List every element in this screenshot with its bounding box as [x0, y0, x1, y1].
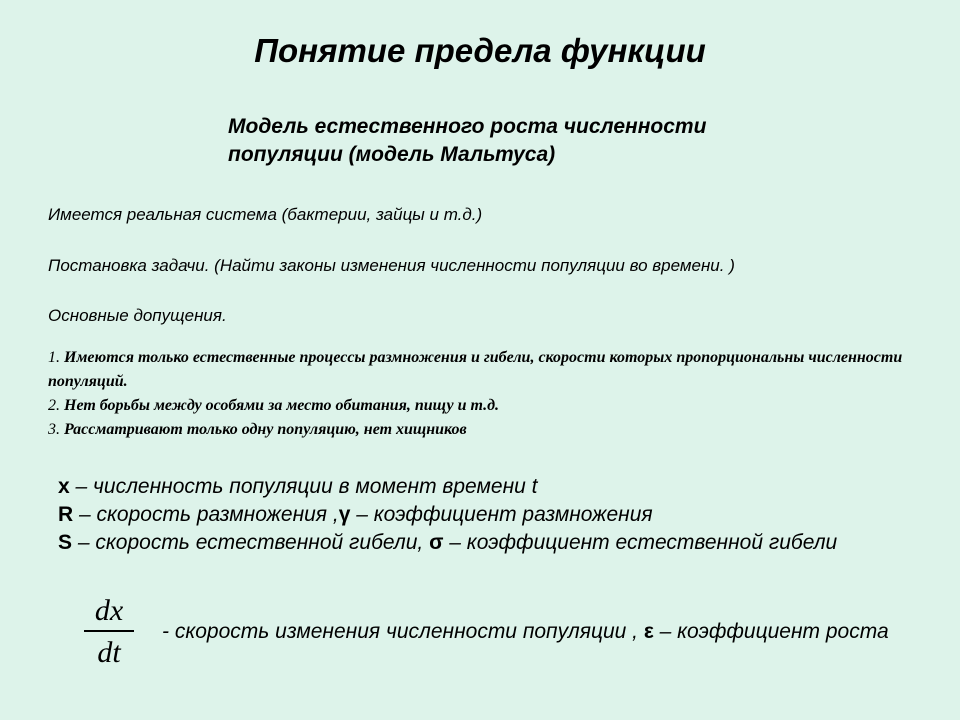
- derivative-fraction: [84, 594, 134, 670]
- assumptions-list: [48, 346, 928, 442]
- variables-block: [58, 473, 898, 557]
- rate-text-1: - скорость изменения численности популяции ,: [162, 620, 644, 643]
- subtitle-line-1: Модель естественного роста численности: [228, 115, 707, 138]
- variable-s-line: [58, 529, 898, 557]
- assumption-item: [48, 394, 928, 418]
- derivative-description: [154, 617, 934, 647]
- r-symbol: R: [58, 503, 74, 526]
- problem-text: Постановка задачи. (Найти законы изменения численности популяции во времени. ): [48, 256, 735, 275]
- assumption-number: 1.: [48, 349, 60, 366]
- system-text: Имеется реальная система (бактерии, зайцы и т.д.): [48, 205, 483, 224]
- slide-subtitle: [228, 113, 828, 169]
- fraction-bar: [84, 630, 134, 632]
- variable-r-line: [58, 501, 898, 529]
- fraction-denominator: dt: [97, 636, 121, 669]
- gamma-description: – коэффициент размножения: [350, 503, 653, 526]
- assumption-item: [48, 346, 928, 394]
- rate-text-2: – коэффициент роста: [653, 620, 889, 643]
- s-description: – скорость естественной гибели,: [72, 531, 430, 554]
- assumption-text: Нет борьбы между особями за место обитания, пищу и т.д.: [64, 397, 500, 414]
- assumption-text: Рассматривают только одну популяцию, нет хищников: [64, 421, 467, 438]
- gamma-symbol: γ: [338, 503, 351, 526]
- sigma-description: – коэффициент естественной гибели: [443, 531, 838, 554]
- assumption-number: 2.: [48, 397, 60, 414]
- assumption-number: 3.: [48, 421, 60, 438]
- assumptions-heading: Основные допущения.: [48, 306, 227, 325]
- x-description: – численность популяции в момент времени t: [69, 475, 538, 498]
- subtitle-line-2: популяции (модель Мальтуса): [228, 143, 556, 166]
- sigma-symbol: σ: [429, 531, 444, 554]
- assumption-item: [48, 418, 928, 442]
- r-description: – скорость размножения ,: [73, 503, 339, 526]
- variable-x-line: [58, 473, 898, 501]
- s-symbol: S: [58, 531, 73, 554]
- fraction-numerator: dx: [94, 594, 124, 627]
- slide-title: Понятие предела функции: [254, 32, 706, 69]
- assumption-text: Имеются только естественные процессы размножения и гибели, скорости которых пропорциональны численности популяций.: [48, 349, 903, 390]
- x-symbol: x: [58, 475, 70, 498]
- epsilon-symbol: ε: [643, 620, 654, 643]
